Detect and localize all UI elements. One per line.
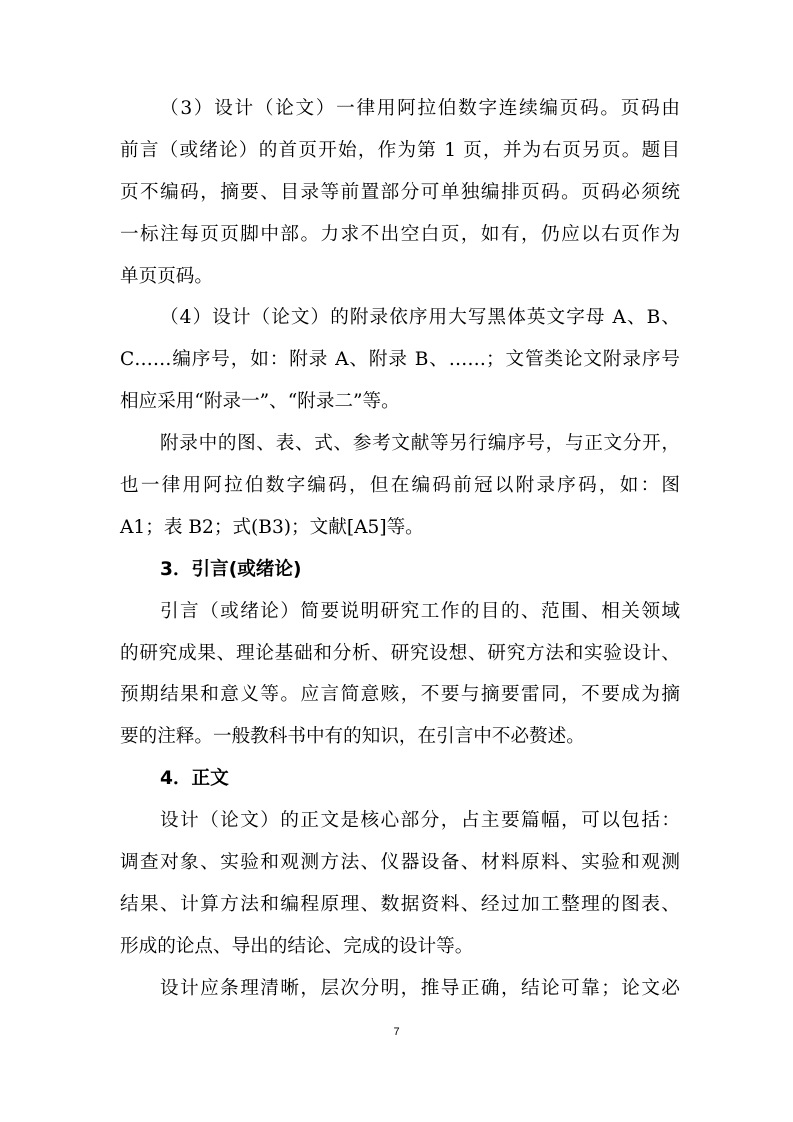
text-line-1: （3）设计（论文）一律用阿拉伯数字连续编页码。页码由: [160, 98, 680, 119]
text-line-11: A1；表 B2；式(B3)；文献[A5]等。: [120, 516, 424, 538]
text-line-3: 页不编码，摘要、目录等前置部分可单独编排页码。页码必须统: [120, 181, 680, 203]
text-line-8: 相应采用“附录一”、“附录二”等。: [120, 391, 400, 413]
text-line-4: 一标注每页页脚中部。力求不出空白页，如有，仍应以右页作为: [120, 223, 680, 245]
text-line-14: 的研究成果、理论基础和分析、研究设想、研究方法和实验设计、: [120, 642, 680, 664]
text-line-21: 形成的论点、导出的结论、完成的设计等。: [120, 935, 474, 957]
section-heading-main-body: 4．正文: [160, 768, 229, 790]
text-line-6: （4）设计（论文）的附录依序用大写黑体英文字母 A、B、: [160, 307, 680, 329]
text-line-5: 单页页码。: [120, 265, 213, 287]
section-heading-introduction: 3．引言(或绪论): [160, 558, 302, 580]
text-line-2: 前言（或绪论）的首页开始，作为第 1 页，并为右页另页。题目: [120, 139, 680, 161]
text-line-13: 引言（或绪论）简要说明研究工作的目的、范围、相关领域: [160, 600, 680, 622]
text-line-20: 结果、计算方法和编程原理、数据资料、经过加工整理的图表、: [120, 893, 680, 915]
page-number: 7: [393, 1026, 400, 1038]
text-line-19: 调查对象、实验和观测方法、仪器设备、材料原料、实验和观测: [120, 852, 680, 874]
text-line-18: 设计（论文）的正文是核心部分，占主要篇幅，可以包括：: [160, 810, 680, 832]
text-line-15: 预期结果和意义等。应言简意赅，不要与摘要雷同，不要成为摘: [120, 684, 680, 706]
text-line-22: 设计应条理清晰，层次分明，推导正确，结论可靠；论文必: [160, 977, 680, 999]
text-line-7: C……编序号，如：附录 A、附录 B、……；文管类论文附录序号: [120, 349, 680, 371]
page-body: [120, 97, 680, 1019]
text-line-16: 要的注释。一般教科书中有的知识，在引言中不必赘述。: [120, 726, 585, 748]
text-line-10: 也一律用阿拉伯数字编码，但在编码前冠以附录序码，如：图: [120, 475, 680, 497]
text-line-9: 附录中的图、表、式、参考文献等另行编序号，与正文分开，: [160, 433, 680, 455]
